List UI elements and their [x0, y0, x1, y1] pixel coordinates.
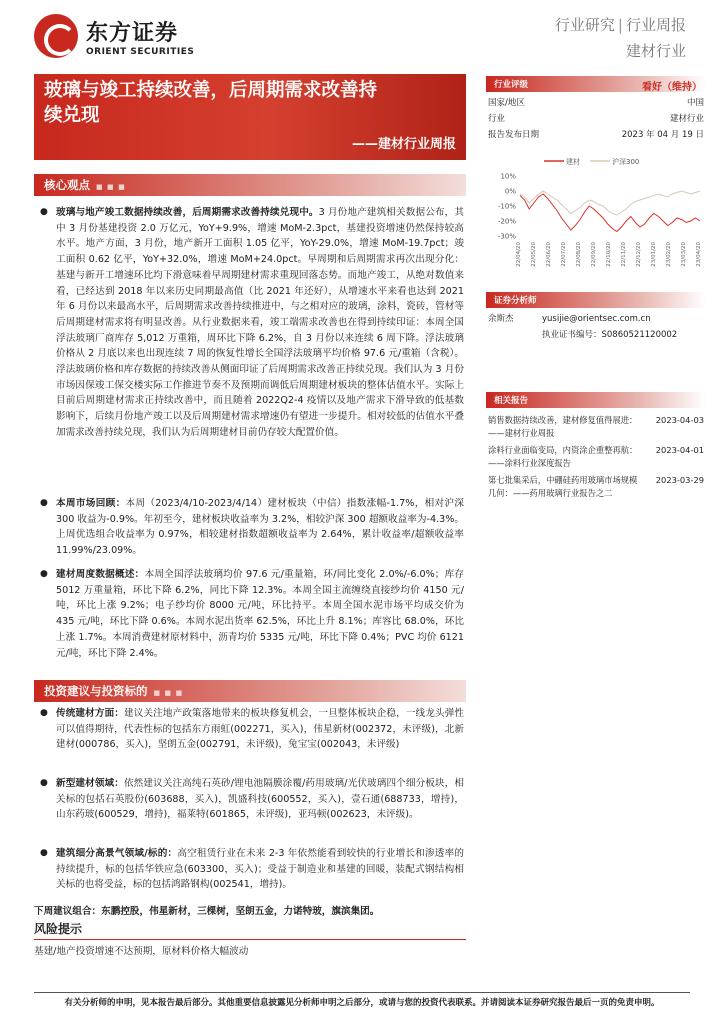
invest-point-2 [40, 776, 464, 823]
invest-point-3-text: 高空租赁行业在未来 2-3 年依然能看到较快的行业增长和渗透率的持续提升，标的包括华铁应急(603300，买入)；受益于制造业和基建的回暖，装配式钢结构相关标的也将受益，标的包括鸿路钢构(002541，增持)。 [56, 848, 464, 891]
core-point-1-text: 3 月份地产建筑相关数据公布，其中 3 月份基建投资 2.0 万亿元，YoY+9.9%，增速 MoM-2.3pct，基建投资增速仍然保持较高水平。地产方面，3 月份，地产新开工面积 1.05 亿平，YoY-29.0%，增速 MoM-19.7pct；竣工面积 0.62 亿平，YoY+32.0%，增速 MoM+24.0pct。早周期和后周期需求再次出现分化：基建与新开工增速环比均下滑意味着早周期建材需求重现回落态势。而地产竣工，从绝对数值来看，已经达到 2018 年以来历史同期最高值（比 2021 年还好），从增速水平来看也达到 2021 年 6 月份以来最高水平，后周期需求改善持续推进中，与之相对应的玻璃，涂料，瓷砖，管材等后周期建材需求将有明显改善。从行业数据来看，竣工端需求改善也在得到持续印证：本周全国浮法玻璃厂商库存 5,012 万重箱，周环比下降 6.2%，自 3 月份以来连续 6 周下降。浮法玻璃价格从 2 月底以来也出现连续 7 周的恢复性增长全国浮法玻璃平均价格 97.6 元/重箱（含税）。浮法玻璃价格和库存数据的持续改善从侧面印证了后周期需求改善正持续兑现。我们认为 3 月份市场因保竣工保交楼实际工作推进节奏不及预期而调低后周期建材板块的整体估值水平。实际上目前后周期建材需求正持续改善中，而且随着 2022Q2-4 疫情以及地产需求下滑导致的低基数影响下，后续月份地产竣工以及后周期建材需求增速仍有望进一步提升。相对较低的估值水平叠加需求改善持续兑现，我们认为后周期建材目前仍存较大配置价值。 [56, 207, 464, 438]
section-invest [34, 680, 466, 702]
bullet-icon: ● [40, 498, 48, 508]
core-point-2-bold: 本周市场回顾： [56, 498, 126, 509]
core-point-2-text: 本周（2023/4/10-2023/4/14）建材板块（中信）指数涨幅-1.7%，相对沪深 300 收益为-0.9%。年初至今，建材板块收益率为 3.2%，相较沪深 300 超额收益率为-4.3%。上周优选组合收益率为 0.97%，相较建材指数超额收益率为 2.64%，累计收益率/超额收益率 11.99%/23.09%。 [56, 498, 464, 557]
invest-point-3-bold: 建筑细分高景气领域/标的： [56, 848, 178, 859]
y-tick-label: -10% [497, 202, 516, 211]
analyst-email[interactable]: yusijie@orientsec.com.cn [542, 314, 651, 324]
invest-point-2-bold: 新型建材领域： [56, 778, 124, 789]
bullet-icon: ● [40, 569, 48, 579]
x-tick-label: 22/10/20 [606, 242, 612, 267]
analyst-row [486, 311, 706, 327]
legend-label-b: 沪深300 [612, 158, 640, 166]
analyst-cert: 执业证书编号：S0860521120002 [542, 330, 678, 340]
invest-point-1-bold: 传统建材方面： [56, 708, 125, 719]
risk-divider [34, 939, 466, 940]
report-title-2[interactable]: ——涂料行业深度报告 [488, 458, 571, 468]
invest-point-3 [40, 846, 464, 893]
x-tick-label: 22/04/20 [516, 242, 522, 267]
x-tick-label: 23/04/20 [696, 242, 702, 267]
core-point-3-text: 本周全国浮法玻璃均价 97.6 元/重量箱，环/同比变化 2.0%/-6.0%；库存 5012 万重量箱，环比下降 6.2%，同比下降 12.3%。本周全国主流缠绕直接纱均价 4150 元/吨，环比上涨 9.2%；电子纱均价 8000 元/吨，环比持平。本周全国水泥市场平均成交价为 435 元/吨，环比下降 0.6%。本周水泥出货率 62.5%，环比上升 8.1%；库容比 68.0%，环比上涨 1.7%。本周消费建材原材料中，沥青均价 5335 元/吨，环比下降 0.4%；PVC 均价 6121 元/吨，环比下降 2.4%。 [56, 569, 465, 659]
x-tick-label: 22/11/20 [621, 242, 627, 267]
report-title-2[interactable]: ——建材行业周报 [488, 428, 555, 438]
report-title[interactable]: 第七批集采后，中硼硅药用玻璃市场规模 [488, 475, 638, 485]
y-tick-label: 10% [500, 172, 516, 181]
analyst-panel [486, 292, 706, 343]
reports-header: 相关报告 [486, 392, 706, 408]
section-dots-icon: ■ ■ ■ [96, 183, 126, 191]
logo-cn: 东方证券 [86, 20, 179, 46]
bullet-icon: ● [40, 848, 48, 858]
rating-panel [486, 76, 706, 143]
company-logo [34, 14, 194, 58]
core-point-3-bold: 建材周度数据概述： [56, 569, 145, 580]
category-research: 行业研究 [554, 16, 615, 34]
core-point-1-bold: 玻璃与地产竣工数据持续改善，后周期需求改善持续兑现中。 [56, 207, 319, 218]
info-row [486, 127, 706, 143]
core-point-1 [40, 205, 464, 441]
footer-disclaimer: 有关分析师的申明，见本报告最后部分。其他重要信息披露见分析师申明之后部分，或请与您的投资代表联系。并请阅读本证券研究报告最后一页的免责申明。 [34, 992, 690, 1008]
title-banner [34, 74, 466, 160]
x-tick-label: 22/05/20 [531, 242, 537, 267]
series-line-hs300 [520, 191, 700, 215]
section-core-view-label: 核心观点 [44, 178, 90, 192]
rating-value: 看好（维持） [642, 82, 702, 93]
info-key: 行业 [488, 114, 506, 124]
risk-heading: 风险提示 [34, 922, 83, 936]
report-category: 行业研究 | 行业周报 建材行业 [555, 12, 686, 64]
title-line-2: 续兑现 [44, 105, 100, 126]
report-item[interactable] [486, 444, 706, 470]
report-date: 2023-04-03 [655, 415, 704, 425]
info-value: 2023 年 04 月 19 日 [621, 130, 704, 140]
report-date: 2023-03-29 [655, 475, 704, 485]
sector-label: 建材行业 [625, 42, 686, 60]
x-tick-label: 22/07/20 [561, 242, 567, 267]
x-tick-label: 23/02/20 [666, 242, 672, 267]
info-row [486, 95, 706, 111]
info-value: 建材行业 [669, 114, 704, 124]
core-point-2 [40, 496, 464, 559]
report-item[interactable] [486, 414, 706, 440]
section-dots-icon: ■ ■ ■ [153, 689, 184, 697]
category-weekly: 行业周报 [625, 16, 686, 34]
y-tick-label: 0% [504, 187, 516, 196]
core-point-3 [40, 567, 464, 661]
logo-icon [34, 14, 78, 58]
related-reports [486, 392, 706, 504]
report-title[interactable]: 销售数据持续改善，建材修复值得展进： [488, 415, 638, 425]
chart-legend [544, 157, 639, 166]
title-line-1: 玻璃与竣工持续改善，后周期需求改善持 [44, 80, 378, 101]
section-core-view [34, 174, 466, 196]
report-item[interactable] [486, 474, 706, 500]
x-tick-label: 23/01/20 [651, 242, 657, 267]
rating-label: 行业评级 [494, 80, 529, 90]
y-tick-label: -20% [497, 217, 516, 226]
bullet-icon: ● [40, 708, 48, 718]
x-tick-label: 22/12/20 [636, 242, 642, 267]
info-row [486, 111, 706, 127]
analyst-name: 余斯杰 [488, 314, 514, 324]
legend-label-a: 建材 [566, 158, 580, 166]
info-key: 报告发布日期 [488, 130, 540, 140]
y-tick-label: -30% [497, 232, 516, 241]
bullet-icon: ● [40, 207, 48, 217]
invest-point-2-text: 依然建议关注高纯石英砂/锂电池隔膜涂覆/药用玻璃/光伏玻璃四个细分板块，相关标的包括石英股份(603688，买入)，凯盛科技(600552，买入)，壹石通(688733，增持)，山东药玻(600529，增持)，福莱特(601865，未评级)，亚玛顿(002623，未评级)。 [56, 778, 464, 821]
invest-point-1-text: 建议关注地产政策落地带来的板块修复机会，一旦整体板块企稳，一线龙头弹性可以值得期待，代表性标的包括东方雨虹(002271，买入)，伟星新材(002372，未评级)，北新建材(000786，买入)，坚朗五金(002791，未评级)，兔宝宝(002043，未评级) [56, 708, 465, 751]
title-subtitle: ——建材行业周报 [351, 137, 456, 152]
report-title-2[interactable]: 几何：——药用玻璃行业报告之二 [488, 488, 613, 498]
section-invest-label: 投资建议与投资标的 [44, 684, 148, 698]
analyst-header: 证券分析师 [486, 292, 706, 308]
rating-header [486, 76, 706, 92]
info-key: 国家/地区 [488, 98, 525, 108]
x-tick-label: 22/09/20 [591, 242, 597, 267]
price-chart [486, 154, 706, 274]
info-value: 中国 [686, 98, 704, 108]
next-week-portfolio: 下周建议组合：东鹏控股，伟星新材，三棵树，坚朗五金，力诺特玻，旗滨集团。 [34, 906, 380, 917]
x-tick-label: 22/06/20 [546, 242, 552, 267]
report-title[interactable]: 涂料行业面临变局，内资涂企重整再航： [488, 445, 638, 455]
invest-point-1 [40, 706, 464, 753]
bullet-icon: ● [40, 778, 48, 788]
series-line-building [520, 194, 700, 232]
logo-en: ORIENT SECURITIES [86, 46, 195, 57]
risk-text: 基建/地产投资增速不达预期，原材料价格大幅波动 [34, 946, 249, 957]
x-tick-label: 23/03/20 [681, 242, 687, 267]
report-date: 2023-04-01 [655, 445, 704, 455]
x-tick-label: 22/08/20 [576, 242, 582, 267]
